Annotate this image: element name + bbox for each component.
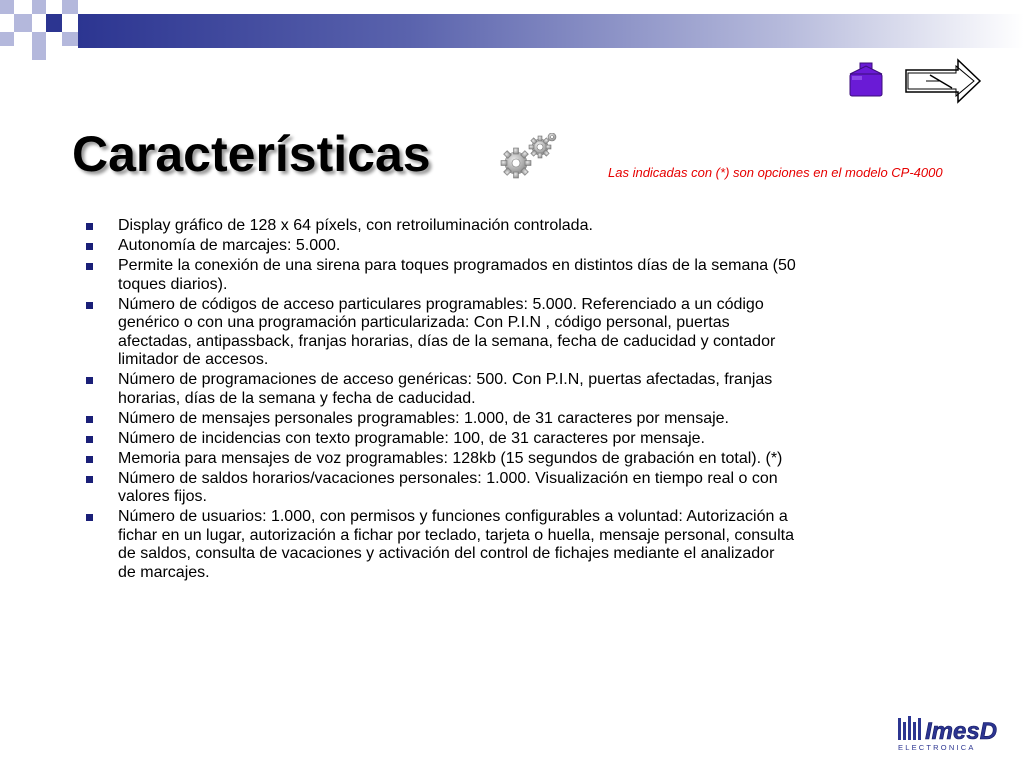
bullet-icon bbox=[86, 263, 93, 270]
page-title: Características bbox=[72, 126, 431, 182]
list-item: Permite la conexión de una sirena para toques programados en distintos días de la semana (50 toques diarios). bbox=[86, 257, 796, 294]
bullet-icon bbox=[86, 377, 93, 384]
list-item: Autonomía de marcajes: 5.000. bbox=[86, 237, 796, 256]
list-item: Número de programaciones de acceso genéricas: 500. Con P.I.N, puertas afectadas, franjas horarias, días de la semana y fecha de caducidad. bbox=[86, 371, 796, 408]
list-item: Número de saldos horarios/vacaciones personales: 1.000. Visualización en tiempo real o con valores fijos. bbox=[86, 470, 796, 507]
home-icon[interactable] bbox=[844, 60, 888, 100]
bullet-icon bbox=[86, 476, 93, 483]
list-item: Memoria para mensajes de voz programables: 128kb (15 segundos de grabación en total). (*) bbox=[86, 450, 796, 469]
bullet-icon bbox=[86, 436, 93, 443]
logo-tagline: ELECTRONICA bbox=[898, 743, 976, 752]
bullet-icon bbox=[86, 223, 93, 230]
bullet-icon bbox=[86, 514, 93, 521]
list-item: Número de mensajes personales programables: 1.000, de 31 caracteres por mensaje. bbox=[86, 410, 796, 429]
list-item: Número de códigos de acceso particulares programables: 5.000. Referenciado a un código genérico o con una programación particularizada: Con P.I.N , código personal, puertas afectadas, antipassback, franjas horarias, días de la semana, fecha de caducidad y contador limitador de accesos. bbox=[86, 296, 796, 370]
header-gradient-bar bbox=[78, 14, 1024, 48]
list-item: Número de usuarios: 1.000, con permisos y funciones configurables a voluntad: Autorización a fichar en un lugar, autorización a fichar por teclado, tarjeta o huella, mensaje personal, consulta de saldos, consulta de vacaciones y activación del control de fichajes mediante el analizador de marcajes. bbox=[86, 508, 796, 582]
next-arrow-icon[interactable] bbox=[904, 58, 984, 104]
gears-icon bbox=[496, 133, 560, 183]
list-item: Display gráfico de 128 x 64 píxels, con retroiluminación controlada. bbox=[86, 217, 796, 236]
bullet-icon bbox=[86, 456, 93, 463]
bullet-icon bbox=[86, 243, 93, 250]
imesd-logo bbox=[898, 712, 1002, 754]
feature-list bbox=[86, 217, 796, 584]
list-item: Número de incidencias con texto programable: 100, de 31 caracteres por mensaje. bbox=[86, 430, 796, 449]
bullet-icon bbox=[86, 302, 93, 309]
logo-name: ImesD bbox=[925, 718, 998, 745]
bullet-icon bbox=[86, 416, 93, 423]
cp4000-note: Las indicadas con (*) son opciones en el modelo CP-4000 bbox=[608, 165, 943, 180]
